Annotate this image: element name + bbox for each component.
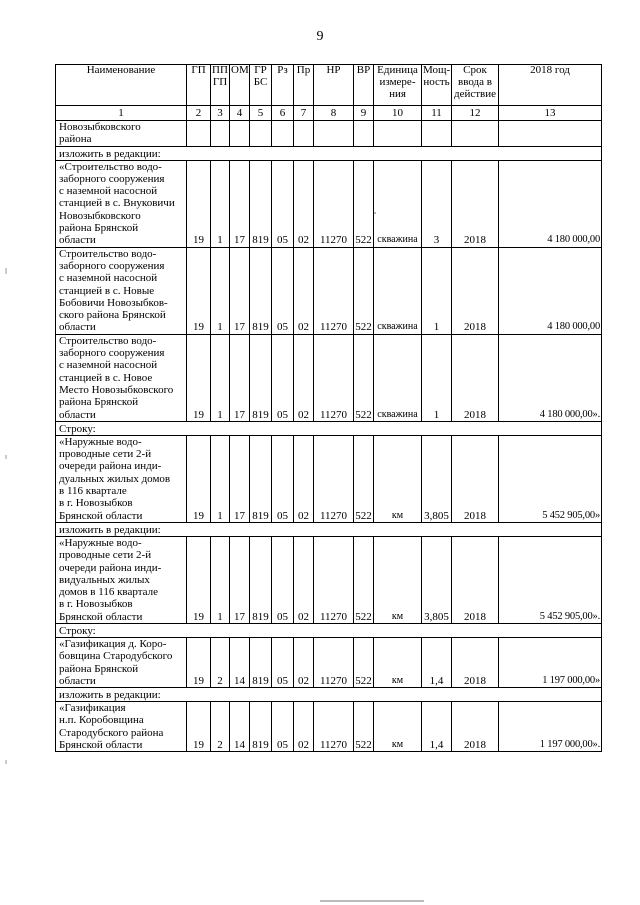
cell-line: района Брянской bbox=[59, 662, 139, 675]
grbs-cell: 819 bbox=[250, 702, 272, 752]
column-number: 1 bbox=[56, 106, 187, 121]
unit-cell: скважина bbox=[374, 334, 422, 421]
cell-line: с наземной насосной bbox=[59, 359, 158, 372]
vr-cell: 522 bbox=[354, 334, 374, 421]
empty-cell bbox=[452, 121, 499, 147]
term-cell: 2018 bbox=[452, 247, 499, 334]
vr-cell: 522 bbox=[354, 160, 374, 247]
unit-cell: скважина bbox=[374, 247, 422, 334]
note-row bbox=[56, 688, 602, 702]
column-number: 7 bbox=[294, 106, 314, 121]
column-number: 8 bbox=[314, 106, 354, 121]
cell-line: проводные сети 2-й bbox=[59, 549, 152, 562]
gp-cell: 19 bbox=[187, 637, 211, 687]
empty-cell bbox=[422, 121, 452, 147]
gp-cell: 19 bbox=[187, 435, 211, 522]
project-name bbox=[56, 121, 187, 147]
ppgp-cell: 2 bbox=[211, 637, 230, 687]
cell-line: Брянской области bbox=[59, 509, 143, 522]
data-row bbox=[56, 247, 602, 334]
vr-cell: 522 bbox=[354, 536, 374, 623]
unit-cell: км bbox=[374, 702, 422, 752]
project-name bbox=[56, 247, 187, 334]
header-pr bbox=[294, 65, 314, 106]
grbs-cell: 819 bbox=[250, 160, 272, 247]
om-cell: 14 bbox=[230, 702, 250, 752]
column-number: 2 bbox=[187, 106, 211, 121]
nr-cell: 11270 bbox=[314, 702, 354, 752]
cell-line: «Наружные водо- bbox=[59, 435, 142, 448]
cell-line: станцией в с. Новое bbox=[59, 371, 153, 384]
cell-line: Мощ- bbox=[423, 64, 451, 76]
cell-line: ГП bbox=[191, 64, 206, 76]
om-cell: 17 bbox=[230, 435, 250, 522]
cell-line: бовщина Стародубского bbox=[59, 650, 173, 663]
ppgp-cell: 1 bbox=[211, 247, 230, 334]
cell-line: НР bbox=[326, 64, 341, 76]
pr-cell: 02 bbox=[294, 247, 314, 334]
column-number: 10 bbox=[374, 106, 422, 121]
capacity-cell: 1 bbox=[422, 334, 452, 421]
column-number: 11 bbox=[422, 106, 452, 121]
header-grbs bbox=[250, 65, 272, 106]
column-number: 9 bbox=[354, 106, 374, 121]
unit-cell: км bbox=[374, 637, 422, 687]
cell-line: ГР bbox=[254, 64, 267, 76]
header-gp bbox=[187, 65, 211, 106]
cell-line: Стародубского района bbox=[59, 726, 164, 739]
cell-line: «Строительство водо- bbox=[59, 160, 162, 173]
note-row bbox=[56, 421, 602, 435]
data-row bbox=[56, 637, 602, 687]
pr-cell: 02 bbox=[294, 702, 314, 752]
pr-cell: 02 bbox=[294, 334, 314, 421]
data-row bbox=[56, 702, 602, 752]
cell-line: станцией в с. Внуковичи bbox=[59, 197, 175, 210]
cell-line: «Газификация bbox=[59, 702, 126, 715]
cell-line: ввода в bbox=[458, 75, 492, 88]
data-row bbox=[56, 160, 602, 247]
project-name bbox=[56, 702, 187, 752]
cell-line: Срок bbox=[463, 64, 487, 76]
cell-line: в 116 квартале bbox=[59, 485, 127, 498]
empty-cell bbox=[374, 121, 422, 147]
term-cell: 2018 bbox=[452, 536, 499, 623]
amount-cell: 4 180 000,00 bbox=[499, 160, 602, 247]
cell-line: БС bbox=[253, 75, 268, 88]
amount-cell: 1 197 000,00» bbox=[499, 637, 602, 687]
nr-cell: 11270 bbox=[314, 160, 354, 247]
header-unit bbox=[374, 65, 422, 106]
term-cell: 2018 bbox=[452, 435, 499, 522]
header-name bbox=[56, 65, 187, 106]
header-rz bbox=[272, 65, 294, 106]
cell-line: Бобовичи Новозыбков- bbox=[59, 296, 168, 309]
cell-line: заборного сооружения bbox=[59, 347, 165, 360]
cell-line: ского района Брянской bbox=[59, 309, 166, 322]
gp-cell: 19 bbox=[187, 160, 211, 247]
term-cell: 2018 bbox=[452, 702, 499, 752]
cell-line: ния bbox=[389, 87, 406, 100]
om-cell: 17 bbox=[230, 536, 250, 623]
grbs-cell: 819 bbox=[250, 536, 272, 623]
cell-line: заборного сооружения bbox=[59, 259, 165, 272]
cell-line: дуальных жилых домов bbox=[59, 472, 171, 485]
ppgp-cell: 1 bbox=[211, 334, 230, 421]
empty-cell bbox=[272, 121, 294, 147]
cell-line: с наземной насосной bbox=[59, 272, 158, 285]
cell-line: ность bbox=[423, 75, 450, 88]
rz-cell: 05 bbox=[272, 334, 294, 421]
nr-cell: 11270 bbox=[314, 334, 354, 421]
cell-line: Место Новозыбковского bbox=[59, 383, 174, 396]
note-row bbox=[56, 146, 602, 160]
gp-cell: 19 bbox=[187, 702, 211, 752]
project-name bbox=[56, 536, 187, 623]
amount-cell: 4 180 000,00». bbox=[499, 334, 602, 421]
data-row bbox=[56, 536, 602, 623]
cell-line: в г. Новозыбков bbox=[59, 497, 133, 510]
unit-cell: км bbox=[374, 435, 422, 522]
vr-cell: 522 bbox=[354, 247, 374, 334]
empty-cell bbox=[499, 121, 602, 147]
cell-line: Наименование bbox=[86, 64, 156, 76]
cell-line: домов в 116 квартале bbox=[59, 586, 158, 599]
cell-line: области bbox=[59, 234, 96, 247]
capacity-cell: 3,805 bbox=[422, 435, 452, 522]
cell-line: измере- bbox=[379, 75, 416, 88]
amendment-note: изложить в редакции: bbox=[56, 146, 602, 160]
cell-line: района Брянской bbox=[59, 396, 139, 409]
cell-line: Строительство водо- bbox=[59, 247, 157, 260]
cell-line: «Газификация д. Коро- bbox=[59, 637, 167, 650]
om-cell: 17 bbox=[230, 160, 250, 247]
capacity-cell: 3,805 bbox=[422, 536, 452, 623]
rz-cell: 05 bbox=[272, 536, 294, 623]
cell-line: Новозыбковского bbox=[59, 209, 141, 222]
amount-cell: 4 180 000,00 bbox=[499, 247, 602, 334]
project-name bbox=[56, 334, 187, 421]
column-number: 5 bbox=[250, 106, 272, 121]
empty-cell bbox=[314, 121, 354, 147]
om-cell: 17 bbox=[230, 247, 250, 334]
page-number: 9 bbox=[316, 29, 324, 44]
capacity-cell: 1,4 bbox=[422, 702, 452, 752]
header-om bbox=[230, 65, 250, 106]
vr-cell: 522 bbox=[354, 702, 374, 752]
note-row bbox=[56, 121, 602, 147]
header-term bbox=[452, 65, 499, 106]
cell-line: н.п. Коробовщина bbox=[59, 714, 144, 727]
cell-line: 2018 год bbox=[530, 64, 570, 76]
rz-cell: 05 bbox=[272, 637, 294, 687]
cell-line: в г. Новозыбков bbox=[59, 598, 133, 611]
nr-cell: 11270 bbox=[314, 435, 354, 522]
ppgp-cell: 1 bbox=[211, 435, 230, 522]
amount-cell: 5 452 905,00» bbox=[499, 435, 602, 522]
term-cell: 2018 bbox=[452, 160, 499, 247]
capacity-cell: 3 bbox=[422, 160, 452, 247]
column-number: 13 bbox=[499, 106, 602, 121]
capacity-cell: 1 bbox=[422, 247, 452, 334]
gp-cell: 19 bbox=[187, 334, 211, 421]
pr-cell: 02 bbox=[294, 435, 314, 522]
gp-cell: 19 bbox=[187, 247, 211, 334]
cell-line: области bbox=[59, 321, 96, 334]
column-number: 12 bbox=[452, 106, 499, 121]
vr-cell: 522 bbox=[354, 637, 374, 687]
pr-cell: 02 bbox=[294, 160, 314, 247]
amendment-note: изложить в редакции: bbox=[56, 688, 602, 702]
cell-line: «Наружные водо- bbox=[59, 536, 142, 549]
project-name bbox=[56, 435, 187, 522]
grbs-cell: 819 bbox=[250, 247, 272, 334]
cell-line: ПП bbox=[212, 64, 228, 76]
data-row bbox=[56, 334, 602, 421]
cell-line: с наземной насосной bbox=[59, 185, 158, 198]
note-row bbox=[56, 623, 602, 637]
vr-cell: 522 bbox=[354, 435, 374, 522]
unit-cell: км bbox=[374, 536, 422, 623]
header-row bbox=[56, 65, 602, 106]
project-name bbox=[56, 160, 187, 247]
empty-cell bbox=[230, 121, 250, 147]
cell-line: очереди района инди- bbox=[59, 561, 162, 574]
column-numbers-row bbox=[56, 106, 602, 121]
gp-cell: 19 bbox=[187, 536, 211, 623]
cell-line: ГП bbox=[212, 75, 228, 88]
cell-line: области bbox=[59, 408, 96, 421]
rz-cell: 05 bbox=[272, 247, 294, 334]
empty-cell bbox=[211, 121, 230, 147]
cell-line: очереди района инди- bbox=[59, 460, 162, 473]
empty-cell bbox=[187, 121, 211, 147]
amendment-note: изложить в редакции: bbox=[56, 522, 602, 536]
cell-line: Пр bbox=[296, 64, 311, 76]
header-nr bbox=[314, 65, 354, 106]
column-number: 6 bbox=[272, 106, 294, 121]
pr-cell: 02 bbox=[294, 637, 314, 687]
ppgp-cell: 2 bbox=[211, 702, 230, 752]
cell-line: ОМ bbox=[231, 64, 249, 76]
header-vr bbox=[354, 65, 374, 106]
rz-cell: 05 bbox=[272, 160, 294, 247]
cell-line: области bbox=[59, 674, 96, 687]
ppgp-cell: 1 bbox=[211, 536, 230, 623]
cell-line: заборного сооружения bbox=[59, 172, 165, 185]
unit-cell: скважина bbox=[374, 160, 422, 247]
amendment-note: Строку: bbox=[56, 421, 602, 435]
empty-cell bbox=[294, 121, 314, 147]
empty-cell bbox=[354, 121, 374, 147]
header-capacity bbox=[422, 65, 452, 106]
cell-line: района bbox=[59, 133, 92, 146]
ppgp-cell: 1 bbox=[211, 160, 230, 247]
capacity-cell: 1,4 bbox=[422, 637, 452, 687]
term-cell: 2018 bbox=[452, 637, 499, 687]
nr-cell: 11270 bbox=[314, 637, 354, 687]
grbs-cell: 819 bbox=[250, 435, 272, 522]
cell-line: Строительство водо- bbox=[59, 334, 157, 347]
column-number: 3 bbox=[211, 106, 230, 121]
cell-line: ВР bbox=[356, 64, 371, 76]
cell-line: Брянской области bbox=[59, 610, 143, 623]
project-name bbox=[56, 637, 187, 687]
cell-line: станцией в с. Новые bbox=[59, 284, 155, 297]
cell-line: Единица bbox=[377, 64, 418, 76]
amendment-note: Строку: bbox=[56, 623, 602, 637]
empty-cell bbox=[250, 121, 272, 147]
cell-line: проводные сети 2-й bbox=[59, 448, 152, 461]
cell-line: действие bbox=[453, 87, 497, 100]
amount-cell: 5 452 905,00». bbox=[499, 536, 602, 623]
om-cell: 14 bbox=[230, 637, 250, 687]
nr-cell: 11270 bbox=[314, 247, 354, 334]
header-ppgp bbox=[211, 65, 230, 106]
rz-cell: 05 bbox=[272, 435, 294, 522]
data-row bbox=[56, 435, 602, 522]
nr-cell: 11270 bbox=[314, 536, 354, 623]
cell-line: района Брянской bbox=[59, 222, 139, 235]
note-row bbox=[56, 522, 602, 536]
budget-table bbox=[55, 64, 602, 752]
om-cell: 17 bbox=[230, 334, 250, 421]
term-cell: 2018 bbox=[452, 334, 499, 421]
cell-line: Новозыбковского bbox=[59, 121, 141, 133]
cell-line: Рз bbox=[277, 64, 288, 76]
pr-cell: 02 bbox=[294, 536, 314, 623]
grbs-cell: 819 bbox=[250, 637, 272, 687]
header-amount bbox=[499, 65, 602, 106]
cell-line: видуальных жилых bbox=[59, 573, 150, 586]
grbs-cell: 819 bbox=[250, 334, 272, 421]
rz-cell: 05 bbox=[272, 702, 294, 752]
cell-line: Брянской области bbox=[59, 739, 143, 752]
amount-cell: 1 197 000,00». bbox=[499, 702, 602, 752]
column-number: 4 bbox=[230, 106, 250, 121]
